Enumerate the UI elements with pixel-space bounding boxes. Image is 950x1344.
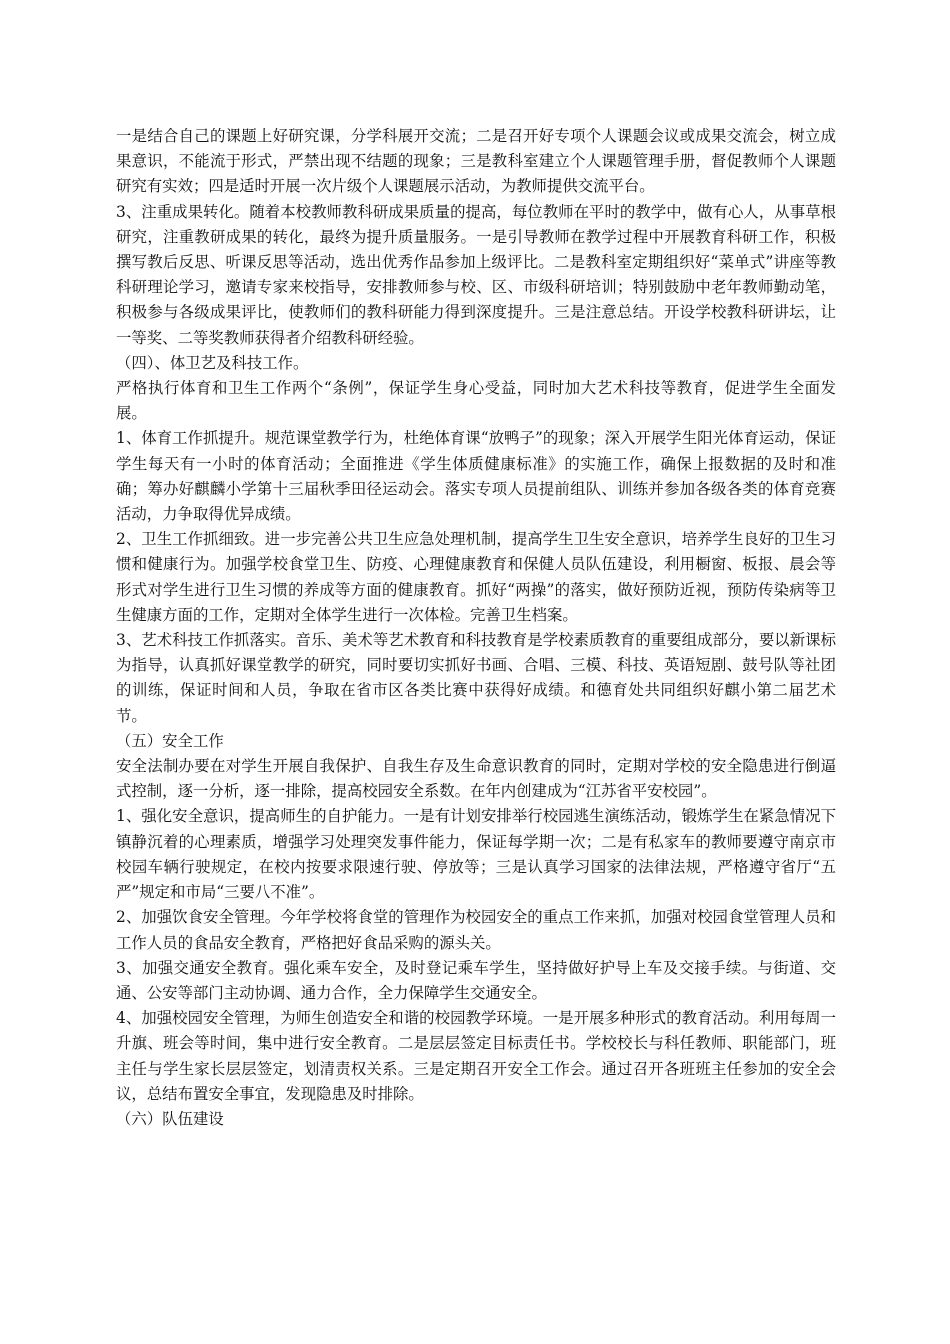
paragraph-campus-safety: 4、加强校园安全管理，为师生创造安全和谐的校园教学环境。一是开展多种形式的教育活动。利用每周一升旗、班会等时间，集中进行安全教育。二是层层签定目标责任书。学校校长与科任教师、职能部门，班主任与学生家长层层签定，划清责权关系。三是定期召开安全工作会。通过召开各班班主任参加的安全会议，总结布置安全事宜，发现隐患及时排除。	[116, 1009, 836, 1103]
document-page	[116, 124, 836, 1132]
paragraph-sports-health-intro: 严格执行体育和卫生工作两个“条例”，保证学生身心受益，同时加大艺术科技等教育，促进学生全面发展。	[116, 379, 836, 423]
paragraph-food-safety: 2、加强饮食安全管理。今年学校将食堂的管理作为校园安全的重点工作来抓，加强对校园食堂管理人员和工作人员的食品安全教育，严格把好食品采购的源头关。	[116, 908, 836, 952]
paragraph-traffic-safety: 3、加强交通安全教育。强化乘车安全，及时登记乘车学生，坚持做好护导上车及交接手续。与街道、交通、公安等部门主动协调、通力合作，全力保障学生交通安全。	[116, 958, 836, 1002]
section-heading-sports-health-arts: （四）、体卫艺及科技工作。	[116, 353, 309, 372]
paragraph-safety-awareness: 1、强化安全意识，提高师生的自护能力。一是有计划安排举行校园逃生演练活动，锻炼学生在紧急情况下镇静沉着的心理素质，增强学习处理突发事件能力，保证每学期一次；二是有私家车的教师要遵守南京市校园车辆行驶规定，在校内按要求限速行驶、停放等；三是认真学习国家的法律法规，严格遵守省厅“五严”规定和市局“三要八不准”。	[116, 807, 836, 902]
section-heading-team-building: （六）队伍建设	[116, 1109, 224, 1128]
paragraph-arts-science-work: 3、艺术科技工作抓落实。音乐、美术等艺术教育和科技教育是学校素质教育的重要组成部分，要以新课标为指导，认真抓好课堂教学的研究，同时要切实抓好书画、合唱、三模、科技、英语短剧、鼓号队等社团的训练，保证时间和人员，争取在省市区各类比赛中获得好成绩。和德育处共同组织好麒小第二届艺术节。	[116, 631, 836, 725]
paragraph-sports-work: 1、体育工作抓提升。规范课堂教学行为，杜绝体育课“放鸭子”的现象；深入开展学生阳光体育运动，保证学生每天有一小时的体育活动；全面推进《学生体质健康标准》的实施工作，确保上报数据的及时和准确；筹办好麒麟小学第十三届秋季田径运动会。落实专项人员提前组队、训练并参加各级各类的体育竞赛活动，力争取得优异成绩。	[116, 429, 836, 524]
section-heading-safety: （五）安全工作	[116, 731, 224, 750]
paragraph-safety-intro: 安全法制办要在对学生开展自我保护、自我生存及生命意识教育的同时，定期对学校的安全隐患进行倒逼式控制，逐一分析，逐一排除，提高校园安全系数。在年内创建成为“江苏省平安校园”。	[116, 757, 836, 801]
paragraph-achievement-transformation: 3、注重成果转化。随着本校教师教科研成果质量的提高，每位教师在平时的教学中，做有心人，从事草根研究，注重教研成果的转化，最终为提升质量服务。一是引导教师在教学过程中开展教育科研工作，积极撰写教后反思、听课反思等活动，选出优秀作品参加上级评比。二是教科室定期组织好“菜单式”讲座等教科研理论学习，邀请专家来校指导，安排教师参与校、区、市级科研培训；特别鼓励中老年教师勤动笔，积极参与各级成果评比，使教师们的教科研能力得到深度提升。三是注意总结。开设学校教科研讲坛，让一等奖、二等奖教师获得者介绍教科研经验。	[116, 202, 836, 347]
paragraph-health-work: 2、卫生工作抓细致。进一步完善公共卫生应急处理机制，提高学生卫生安全意识，培养学生良好的卫生习惯和健康行为。加强学校食堂卫生、防疫、心理健康教育和保健人员队伍建设，利用橱窗、板报、晨会等形式对学生进行卫生习惯的养成等方面的健康教育。抓好“两操”的落实，做好预防近视，预防传染病等卫生健康方面的工作，定期对全体学生进行一次体检。完善卫生档案。	[116, 530, 836, 624]
paragraph-personal-topic-activities: 一是结合自己的课题上好研究课，分学科展开交流；二是召开好专项个人课题会议或成果交流会，树立成果意识，不能流于形式，严禁出现不结题的现象；三是教科室建立个人课题管理手册，督促教师个人课题研究有实效；四是适时开展一次片级个人课题展示活动，为教师提供交流平台。	[116, 127, 836, 196]
